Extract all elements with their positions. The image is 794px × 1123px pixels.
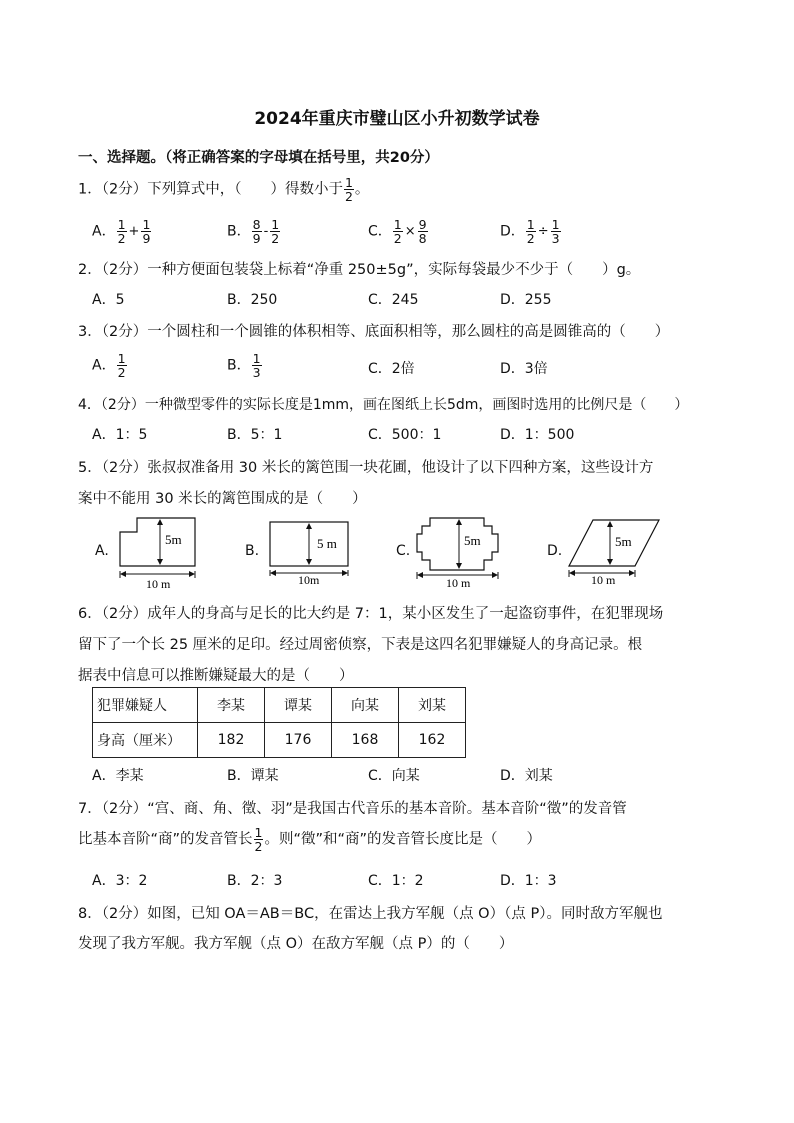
q1-option-a[interactable]: A． $\frac{1}{2}$ + $\frac{1}{9}$ (92, 217, 151, 247)
q7-option-c[interactable]: C．1：2 (368, 873, 424, 889)
table-cell: 向某 (332, 688, 399, 723)
section-heading: 一、选择题。（将正确答案的字母填在括号里，共20分） (78, 150, 439, 166)
question-5-line-1: 5．（2分）张叔叔准备用 30 米长的篱笆围一块花圃，他设计了以下四种方案，这些设计方 (78, 460, 654, 476)
question-4-text: 4．（2分）一种微型零件的实际长度是1mm，画在图纸上长5dm，画图时选用的比例尺是（ ） (78, 397, 689, 413)
q5-option-a[interactable]: A. (95, 543, 109, 559)
q5-figure-c (414, 512, 504, 590)
q3-option-a[interactable]: A． $\frac{1}{2}$ (92, 351, 126, 381)
question-1: 1．（2分）下列算式中，（ ）得数小于 $\frac{1}{2}$ 。 (78, 175, 370, 205)
question-8-line-1: 8．（2分）如图，已知 OA＝AB＝BC，在雷达上我方军舰（点 O）（点 P）。同时敌方军舰也 (78, 906, 663, 922)
svg-text:10m: 10m (298, 573, 320, 587)
question-3-text: 3．（2分）一个圆柱和一个圆锥的体积相等、底面积相等，那么圆柱的高是圆锥高的（ ） (78, 324, 670, 340)
q7-option-b[interactable]: B．2：3 (227, 873, 283, 889)
table-cell: 犯罪嫌疑人 (93, 688, 198, 723)
q5-option-d[interactable]: D. (547, 543, 563, 559)
q7-option-a[interactable]: A．3：2 (92, 873, 148, 889)
q1-option-c[interactable]: C． $\frac{1}{2}$ × $\frac{9}{8}$ (368, 217, 427, 247)
q1-option-d[interactable]: D． $\frac{1}{2}$ ÷ $\frac{1}{3}$ (500, 217, 560, 247)
q4-option-c[interactable]: C．500：1 (368, 427, 442, 443)
q6-option-d[interactable]: D．刘某 (500, 768, 553, 784)
q6-option-a[interactable]: A．李某 (92, 768, 144, 784)
table-cell: 168 (332, 723, 399, 758)
q4-option-a[interactable]: A．1：5 (92, 427, 148, 443)
question-7-line-1: 7．（2分）“宫、商、角、徵、羽”是我国古代音乐的基本音阶。基本音阶“徵”的发音管 (78, 801, 627, 817)
question-7-line-2: 比基本音阶“商”的发音管长 $\frac{1}{2}$ 。则“徵”和“商”的发音管长度比是（ ） (78, 825, 542, 855)
svg-text:10 m: 10 m (591, 573, 616, 587)
q5-figure-d (565, 512, 665, 590)
q5-figure-a (110, 512, 210, 590)
q2-option-b[interactable]: B．250 (227, 292, 278, 308)
question-2-text: 2．（2分）一种方便面包装袋上标着“净重 250±5g”，实际每袋最少不少于（ ）g。 (78, 262, 641, 278)
table-cell: 162 (399, 723, 466, 758)
q3-option-d[interactable]: D．3倍 (500, 361, 548, 377)
question-6-line-1: 6．（2分）成年人的身高与足长的比大约是 7：1，某小区发生了一起盗窃事件，在犯罪现场 (78, 606, 664, 622)
table-cell: 身高（厘米） (93, 723, 198, 758)
table-cell: 刘某 (399, 688, 466, 723)
suspect-height-table (92, 687, 466, 758)
table-cell: 182 (198, 723, 265, 758)
q2-option-d[interactable]: D．255 (500, 292, 552, 308)
question-8-line-2: 发现了我方军舰。我方军舰（点 O）在敌方军舰（点 P）的（ ） (78, 936, 514, 952)
table-row (93, 688, 466, 723)
svg-text:5m: 5m (165, 532, 182, 547)
q3-option-c[interactable]: C．2倍 (368, 361, 415, 377)
question-7-fraction: $\frac{1}{2}$ (254, 825, 263, 855)
svg-text:10 m: 10 m (446, 576, 471, 590)
table-cell: 李某 (198, 688, 265, 723)
q7-option-d[interactable]: D．1：3 (500, 873, 557, 889)
question-1-text: 1．（2分）下列算式中，（ ）得数小于 (78, 181, 343, 198)
q5-option-b[interactable]: B. (245, 543, 260, 559)
svg-text:5 m: 5 m (317, 536, 337, 551)
table-cell: 176 (265, 723, 332, 758)
question-6-line-2: 留下了一个长 25 厘米的足印。经过周密侦察，下表是这四名犯罪嫌疑人的身高记录。根 (78, 637, 643, 653)
svg-text:5m: 5m (615, 534, 632, 549)
q2-option-a[interactable]: A．5 (92, 292, 125, 308)
table-row (93, 723, 466, 758)
q6-option-c[interactable]: C．向某 (368, 768, 420, 784)
q3-option-b[interactable]: B． $\frac{1}{3}$ (227, 351, 261, 381)
q1-option-b[interactable]: B． $\frac{8}{9}$ - $\frac{1}{2}$ (227, 217, 280, 247)
q4-option-d[interactable]: D．1：500 (500, 427, 575, 443)
table-cell: 谭某 (265, 688, 332, 723)
q5-option-c[interactable]: C. (396, 543, 411, 559)
q5-figure-b (262, 512, 362, 590)
svg-text:10 m: 10 m (146, 577, 171, 590)
page-title: 2024年重庆市璧山区小升初数学试卷 (254, 109, 540, 129)
question-1-fraction: $\frac{1}{2}$ (344, 175, 353, 205)
q2-option-c[interactable]: C．245 (368, 292, 419, 308)
q4-option-b[interactable]: B．5：1 (227, 427, 283, 443)
svg-text:5m: 5m (464, 533, 481, 548)
q6-option-b[interactable]: B．谭某 (227, 768, 279, 784)
question-6-line-3: 据表中信息可以推断嫌疑最大的是（ ） (78, 668, 354, 684)
question-5-line-2: 案中不能用 30 米长的篱笆围成的是（ ） (78, 491, 367, 507)
